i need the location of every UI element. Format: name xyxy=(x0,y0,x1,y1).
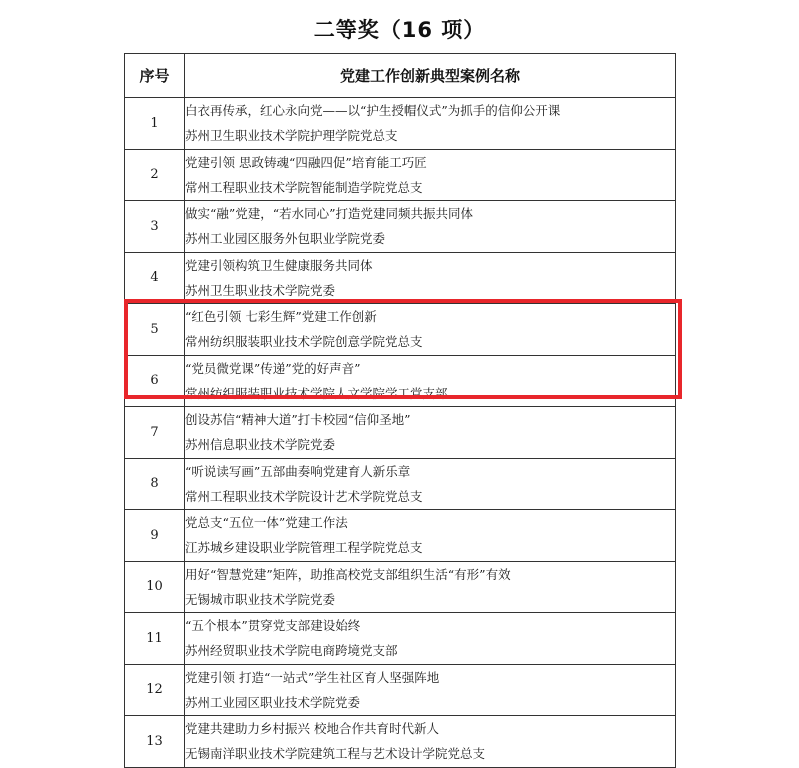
case-unit: 常州工程职业技术学院智能制造学院党总支 xyxy=(185,179,423,195)
table-row xyxy=(125,458,676,510)
case-unit: 苏州卫生职业技术学院护理学院党总支 xyxy=(185,128,398,144)
table-header-row xyxy=(125,54,676,98)
row-number: 11 xyxy=(125,613,185,665)
row-number: 10 xyxy=(125,561,185,613)
case-title: 党建引领 思政铸魂“四融四促”培育能工巧匠 xyxy=(185,154,427,170)
row-number: 1 xyxy=(125,98,185,150)
row-number: 7 xyxy=(125,407,185,459)
case-unit: 苏州工业园区服务外包职业学院党委 xyxy=(185,231,386,247)
table-row xyxy=(125,561,676,613)
row-entry xyxy=(185,201,676,253)
row-entry xyxy=(185,561,676,613)
row-number: 9 xyxy=(125,510,185,562)
case-unit: 无锡城市职业技术学院党委 xyxy=(185,591,336,607)
case-title: 做实“融”党建，“若水同心”打造党建同频共振共同体 xyxy=(185,206,474,222)
table-row xyxy=(125,304,676,356)
row-entry xyxy=(185,510,676,562)
case-title: 党建引领构筑卫生健康服务共同体 xyxy=(185,257,373,273)
row-entry xyxy=(185,252,676,304)
case-title: “听说读写画”五部曲奏响党建育人新乐章 xyxy=(185,463,411,479)
case-unit: 无锡南洋职业技术学院建筑工程与艺术设计学院党总支 xyxy=(185,746,486,762)
case-title: 党建共建助力乡村振兴 校地合作共育时代新人 xyxy=(185,721,439,737)
row-entry xyxy=(185,716,676,768)
row-number: 4 xyxy=(125,252,185,304)
table-row xyxy=(125,355,676,407)
table-row xyxy=(125,201,676,253)
table-row xyxy=(125,98,676,150)
page-title: 二等奖（16 项） xyxy=(313,18,486,42)
table-row xyxy=(125,407,676,459)
row-entry xyxy=(185,613,676,665)
row-number: 13 xyxy=(125,716,185,768)
table-row xyxy=(125,252,676,304)
row-entry xyxy=(185,407,676,459)
row-entry xyxy=(185,458,676,510)
row-number: 5 xyxy=(125,304,185,356)
case-title: “五个根本”贯穿党支部建设始终 xyxy=(185,618,361,634)
table-row xyxy=(125,149,676,201)
row-entry xyxy=(185,98,676,150)
case-title: 创设苏信“精神大道”打卡校园“信仰圣地” xyxy=(185,412,411,428)
row-entry xyxy=(185,355,676,407)
column-header-no: 序号 xyxy=(125,54,185,98)
case-title: “红色引领 七彩生辉”党建工作创新 xyxy=(185,309,377,325)
case-unit: 常州纺织服装职业技术学院创意学院党总支 xyxy=(185,334,423,350)
case-unit: 苏州工业园区职业技术学院党委 xyxy=(185,694,361,710)
row-number: 8 xyxy=(125,458,185,510)
case-unit: 苏州卫生职业技术学院党委 xyxy=(185,282,336,298)
table-row xyxy=(125,510,676,562)
row-entry xyxy=(185,304,676,356)
row-number: 2 xyxy=(125,149,185,201)
row-entry xyxy=(185,149,676,201)
case-unit: 常州纺织服装职业技术学院人文学院学工党支部 xyxy=(185,385,448,401)
case-unit: 苏州经贸职业技术学院电商跨境党支部 xyxy=(185,643,398,659)
row-entry xyxy=(185,664,676,716)
case-title: 白衣再传承，红心永向党——以“护生授帽仪式”为抓手的信仰公开课 xyxy=(185,103,561,119)
awards-table xyxy=(124,53,676,768)
case-title: 党总支“五位一体”党建工作法 xyxy=(185,515,348,531)
case-unit: 江苏城乡建设职业学院管理工程学院党总支 xyxy=(185,540,423,556)
table-row xyxy=(125,613,676,665)
case-unit: 常州工程职业技术学院设计艺术学院党总支 xyxy=(185,488,423,504)
case-title: 用好“智慧党建”矩阵，助推高校党支部组织生活“有形”有效 xyxy=(185,566,511,582)
case-unit: 苏州信息职业技术学院党委 xyxy=(185,437,336,453)
case-title: “党员微党课”传递”党的好声音” xyxy=(185,360,361,376)
table-row xyxy=(125,664,676,716)
column-header-name: 党建工作创新典型案例名称 xyxy=(185,54,676,98)
case-title: 党建引领 打造“一站式”学生社区育人坚强阵地 xyxy=(185,669,440,685)
table-row xyxy=(125,716,676,768)
row-number: 3 xyxy=(125,201,185,253)
row-number: 12 xyxy=(125,664,185,716)
row-number: 6 xyxy=(125,355,185,407)
